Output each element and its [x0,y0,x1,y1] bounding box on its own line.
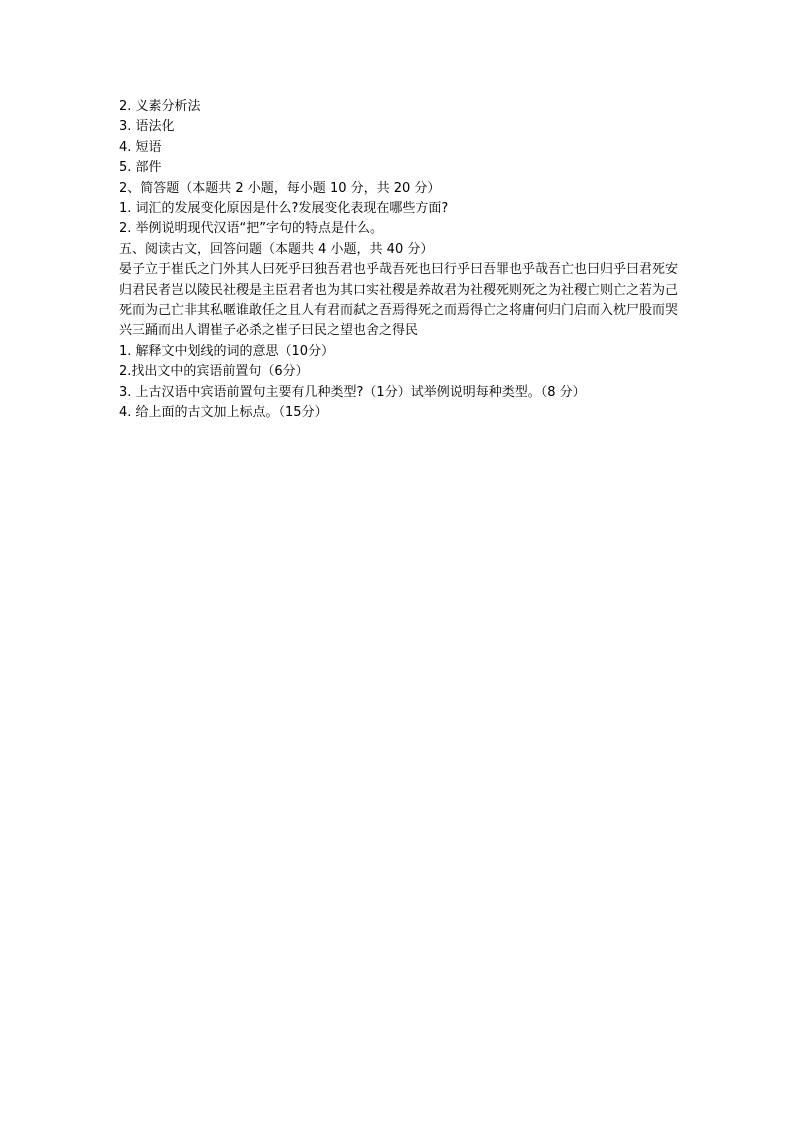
classical-passage: 晏子立于崔氏之门外其人曰死乎曰独吾君也乎哉吾死也曰行乎曰吾罪也乎哉吾亡也曰归乎曰君死安归君民者岂以陵民社稷是主臣君者也为其口实社稷是养故君为社稷死则死之为社稷亡则亡之若为己死而为己亡非其私暱谁敢任之且人有君而弑之吾焉得死之而焉得亡之将庸何归门启而入枕尸股而哭兴三踊而出人谓崔子必杀之崔子曰民之望也舍之得民 [119,262,679,339]
reading-question-1: 1. 解释文中划线的词的意思（10分） [119,343,335,359]
short-answer-question-2: 2. 举例说明现代汉语“把”字句的特点是什么。 [119,221,384,237]
reading-question-4: 4. 给上面的古文加上标点。（15分） [119,405,328,421]
reading-question-3: 3. 上古汉语中宾语前置句主要有几种类型?（1分）试举例说明每种类型。（8 分） [119,384,586,400]
section-reading-heading: 五、阅读古文，回答问题（本题共 4 小题，共 40 分） [119,241,434,257]
document-page [119,97,679,424]
short-answer-question-1: 1. 词汇的发展变化原因是什么?发展变化表现在哪些方面? [119,201,449,217]
term-component: 5. 部件 [119,160,162,176]
section-short-answer-heading: 2、简答题（本题共 2 小题，每小题 10 分，共 20 分） [119,180,441,196]
reading-question-2: 2.找出文中的宾语前置句（6分） [119,364,309,380]
term-semantic-feature-analysis: 2. 义素分析法 [119,99,201,114]
term-grammaticalization: 3. 语法化 [119,119,175,135]
term-phrase: 4. 短语 [119,139,162,155]
